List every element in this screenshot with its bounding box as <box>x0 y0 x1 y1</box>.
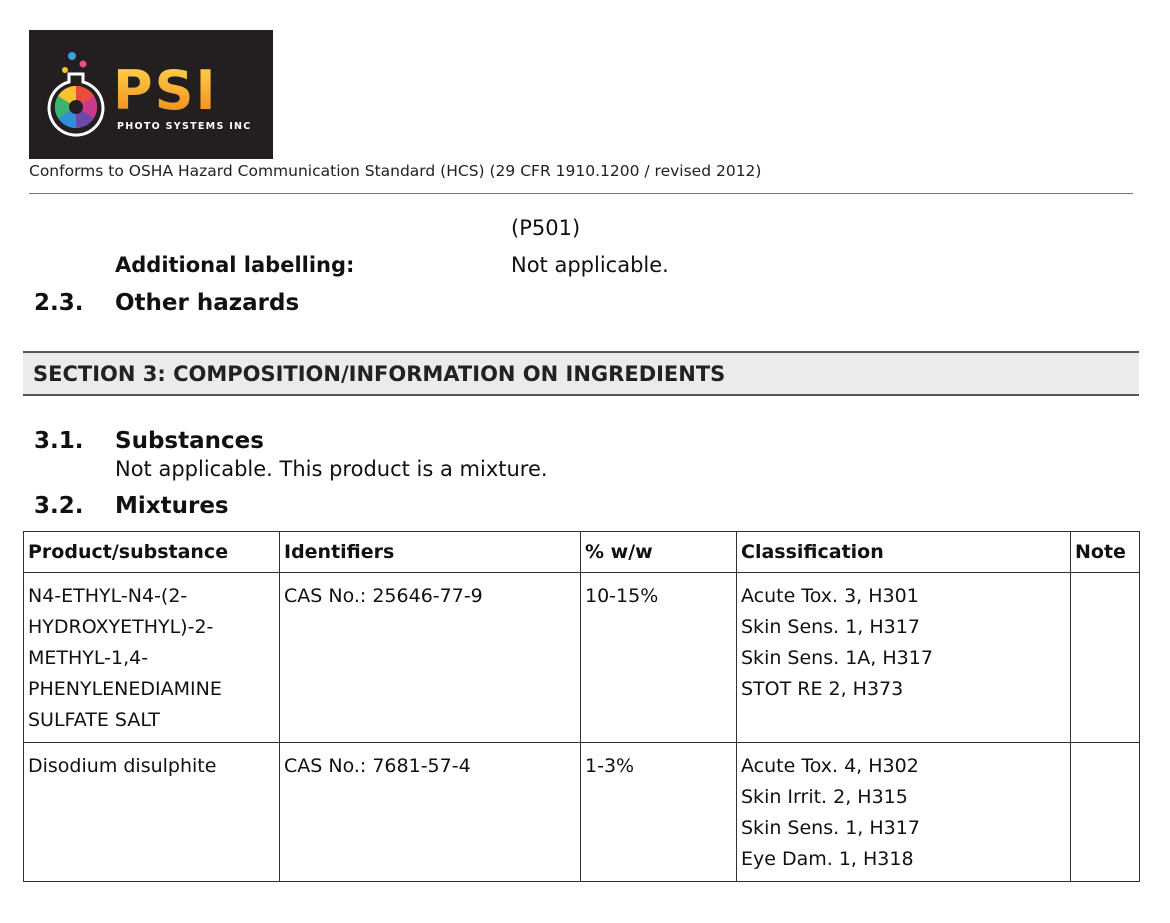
product-line: N4-ETHYL-N4-(2- <box>28 585 188 607</box>
percent-cell <box>581 743 737 882</box>
substances-heading: Substances <box>115 428 264 454</box>
logo-subtitle: PHOTO SYSTEMS INC <box>117 121 252 132</box>
mixtures-heading: Mixtures <box>115 493 229 519</box>
classification-cell <box>737 743 1071 882</box>
column-header: Classification <box>737 532 1071 573</box>
header-divider <box>29 193 1133 194</box>
product-line: Disodium disulphite <box>28 755 217 777</box>
table-row <box>24 743 1140 882</box>
substances-text: Not applicable. This product is a mixture. <box>115 457 548 481</box>
product-cell <box>24 743 280 882</box>
classification-line: STOT RE 2, H373 <box>741 678 904 700</box>
percent-text: 1-3% <box>585 755 635 777</box>
note-cell <box>1071 573 1140 743</box>
note-cell <box>1071 743 1140 882</box>
identifier-text: CAS No.: 25646-77-9 <box>284 585 483 607</box>
substances-number: 3.1. <box>34 428 84 454</box>
percent-cell <box>581 573 737 743</box>
conformance-statement: Conforms to OSHA Hazard Communication Standard (HCS) (29 CFR 1910.1200 / revised 2012) <box>29 162 762 180</box>
section-3-title: SECTION 3: COMPOSITION/INFORMATION ON INGREDIENTS <box>33 361 726 386</box>
table-row <box>24 573 1140 743</box>
section-3-heading <box>23 351 1139 396</box>
classification-line: Skin Irrit. 2, H315 <box>741 786 908 808</box>
flask-aperture-icon <box>47 50 111 140</box>
column-header: Product/substance <box>24 532 280 573</box>
classification-cell <box>737 573 1071 743</box>
logo-letters: PSI <box>113 64 252 118</box>
identifiers-cell <box>280 743 581 882</box>
classification-line: Acute Tox. 3, H301 <box>741 585 919 607</box>
identifier-text: CAS No.: 7681-57-4 <box>284 755 471 777</box>
mixtures-table <box>23 531 1140 882</box>
other-hazards-number: 2.3. <box>34 290 84 316</box>
p501-code: (P501) <box>511 216 581 240</box>
identifiers-cell <box>280 573 581 743</box>
additional-labelling-value: Not applicable. <box>511 253 669 277</box>
column-header: Identifiers <box>280 532 581 573</box>
classification-line: Skin Sens. 1, H317 <box>741 616 920 638</box>
product-line: METHYL-1,4- <box>28 647 149 669</box>
product-cell <box>24 573 280 743</box>
product-line: SULFATE SALT <box>28 709 160 731</box>
classification-line: Eye Dam. 1, H318 <box>741 848 914 870</box>
classification-line: Skin Sens. 1, H317 <box>741 817 920 839</box>
column-header: Note <box>1071 532 1140 573</box>
mixtures-number: 3.2. <box>34 493 84 519</box>
column-header: % w/w <box>581 532 737 573</box>
classification-line: Skin Sens. 1A, H317 <box>741 647 933 669</box>
product-line: PHENYLENEDIAMINE <box>28 678 222 700</box>
classification-line: Acute Tox. 4, H302 <box>741 755 919 777</box>
additional-labelling-label: Additional labelling: <box>115 253 355 277</box>
product-line: HYDROXYETHYL)-2- <box>28 616 214 638</box>
percent-text: 10-15% <box>585 585 659 607</box>
other-hazards-heading: Other hazards <box>115 290 300 316</box>
table-header-row <box>24 532 1140 573</box>
company-logo <box>29 30 273 159</box>
